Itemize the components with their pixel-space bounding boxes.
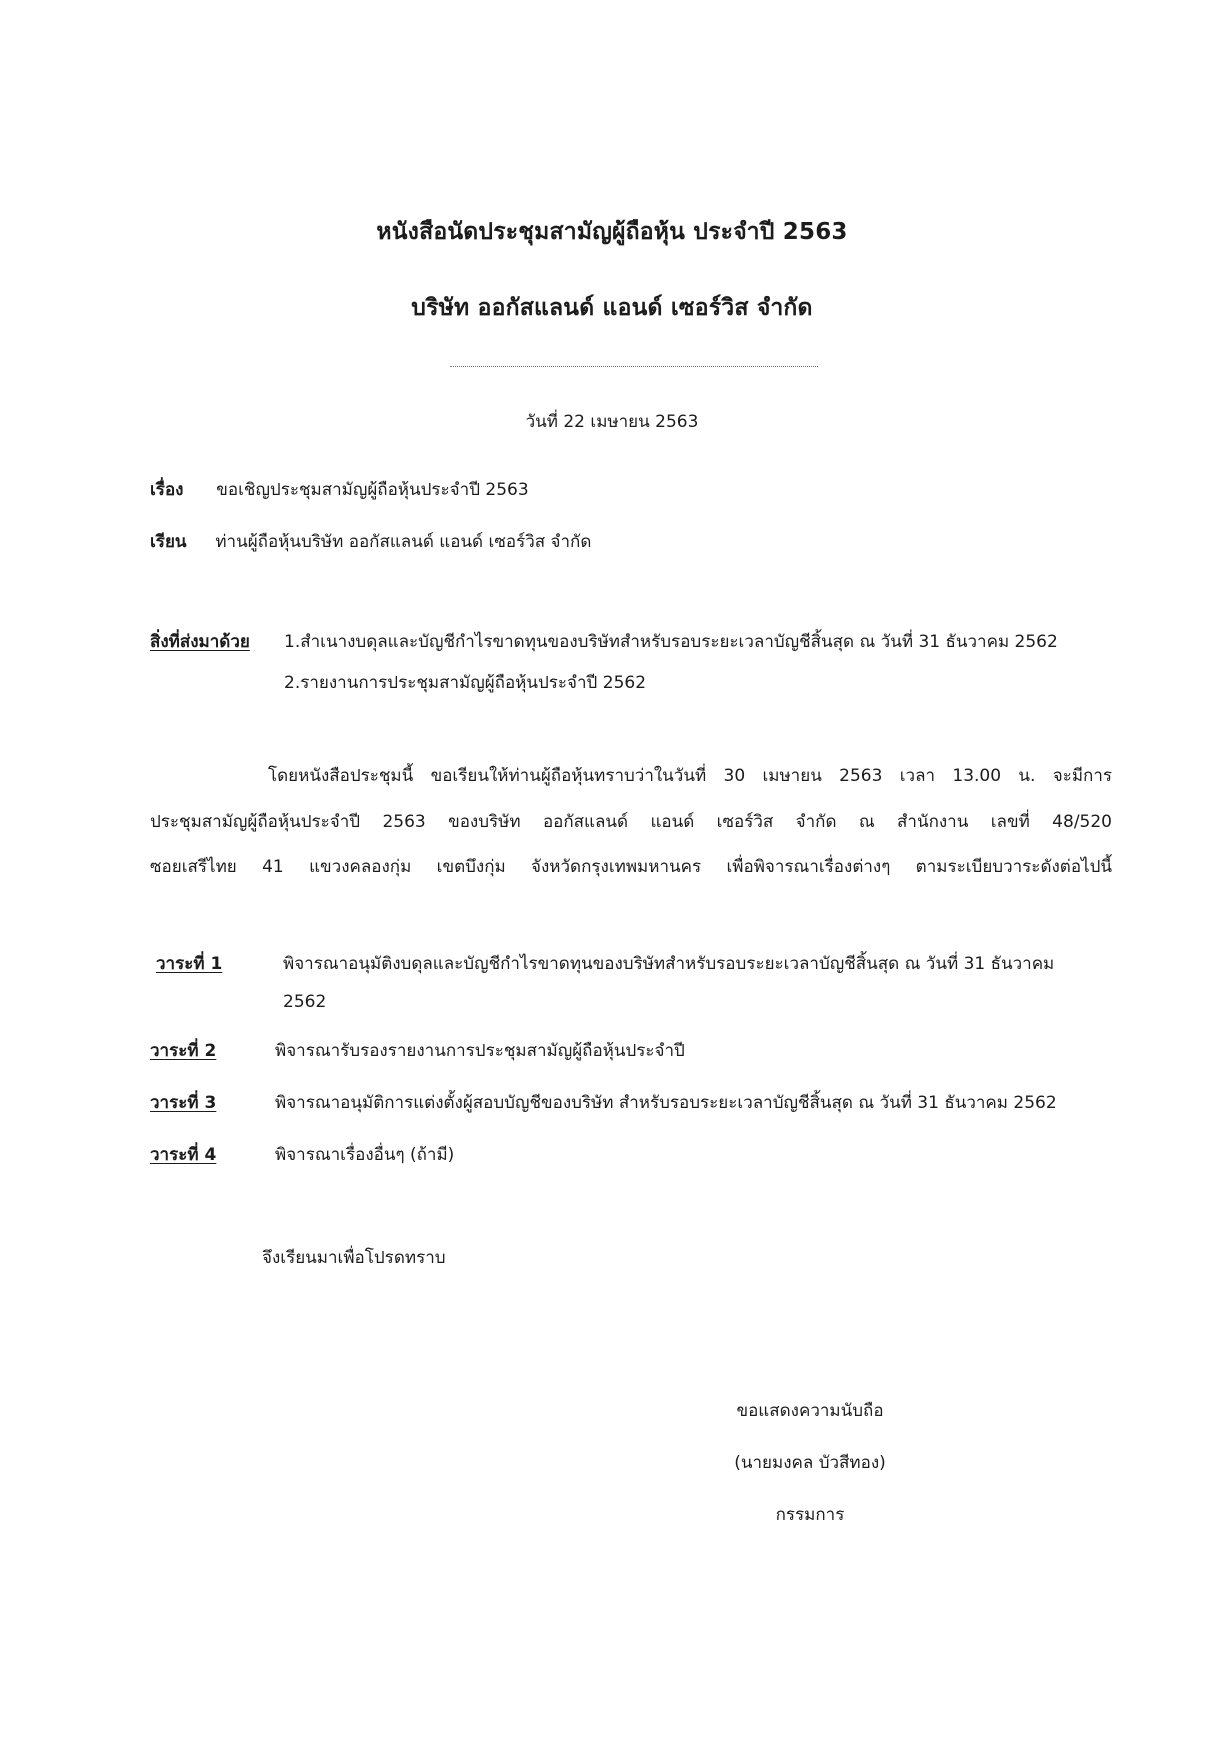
- body-paragraph-line-1: โดยหนังสือประชุมนี้ ขอเรียนให้ท่านผู้ถือหุ้นทราบว่าในวันที่ 30 เมษายน 2563 เวลา 13.00 น. จะมีการ: [268, 766, 1112, 786]
- enclosure-item-2: 2.รายงานการประชุมสามัญผู้ถือหุ้นประจำปี 2562: [284, 673, 647, 693]
- dotted-divider: [450, 366, 818, 367]
- company-name-title: บริษัท ออกัสแลนด์ แอนด์ เซอร์วิส จำกัด: [411, 295, 813, 321]
- signatory-name: (นายมงคล บัวสีทอง): [734, 1453, 886, 1473]
- document-title: หนังสือนัดประชุมสามัญผู้ถือหุ้น ประจำปี 2563: [376, 219, 848, 245]
- agenda-label-3: วาระที่ 3: [150, 1093, 217, 1113]
- agenda-label-4: วาระที่ 4: [150, 1145, 217, 1165]
- agenda-label-1: วาระที่ 1: [156, 954, 223, 974]
- agenda-text-1-continuation: 2562: [283, 992, 327, 1012]
- body-paragraph-line-3: ซอยเสรีไทย 41 แขวงคลองกุ่ม เขตบึงกุ่ม จังหวัดกรุงเทพมหานคร เพื่อพิจารณาเรื่องต่างๆ ตามระเบียบวาระดังต่อไปนี้: [150, 857, 1112, 877]
- agenda-text-3: พิจารณาอนุมัติการแต่งตั้งผู้สอบบัญชีของบริษัท สำหรับรอบระยะเวลาบัญชีสิ้นสุด ณ วันที่ 31 ธันวาคม 2562: [275, 1093, 1057, 1113]
- agenda-label-2: วาระที่ 2: [150, 1041, 217, 1061]
- recipient-label: เรียน: [150, 532, 187, 552]
- recipient-line: [150, 528, 591, 555]
- closing-remark: จึงเรียนมาเพื่อโปรดทราบ: [262, 1248, 446, 1268]
- subject-label: เรื่อง: [150, 480, 184, 500]
- signatory-position: กรรมการ: [775, 1505, 845, 1525]
- enclosures-line: [150, 628, 250, 655]
- agenda-text-2: พิจารณารับรองรายงานการประชุมสามัญผู้ถือหุ้นประจำปี: [275, 1041, 685, 1061]
- letter-date: วันที่ 22 เมษายน 2563: [525, 412, 699, 432]
- subject-line: [150, 476, 529, 503]
- enclosures-label: สิ่งที่ส่งมาด้วย: [150, 632, 250, 652]
- signature-salutation: ขอแสดงความนับถือ: [736, 1401, 884, 1421]
- agenda-text-4: พิจารณาเรื่องอื่นๆ (ถ้ามี): [275, 1145, 455, 1165]
- body-paragraph-line-2: ประชุมสามัญผู้ถือหุ้นประจำปี 2563 ของบริษัท ออกัสแลนด์ แอนด์ เซอร์วิส จำกัด ณ สำนักงาน เลขที่ 48/520: [150, 812, 1112, 832]
- agenda-text-1: พิจารณาอนุมัติงบดุลและบัญชีกำไรขาดทุนของบริษัทสำหรับรอบระยะเวลาบัญชีสิ้นสุด ณ วันที่ 31 ธันวาคม: [283, 954, 1055, 974]
- recipient-text: ท่านผู้ถือหุ้นบริษัท ออกัสแลนด์ แอนด์ เซอร์วิส จำกัด: [215, 532, 592, 552]
- subject-text: ขอเชิญประชุมสามัญผู้ถือหุ้นประจำปี 2563: [216, 480, 529, 500]
- enclosure-item-1: 1.สำเนางบดุลและบัญชีกำไรขาดทุนของบริษัทสำหรับรอบระยะเวลาบัญชีสิ้นสุด ณ วันที่ 31 ธันวาคม 2562: [284, 632, 1058, 652]
